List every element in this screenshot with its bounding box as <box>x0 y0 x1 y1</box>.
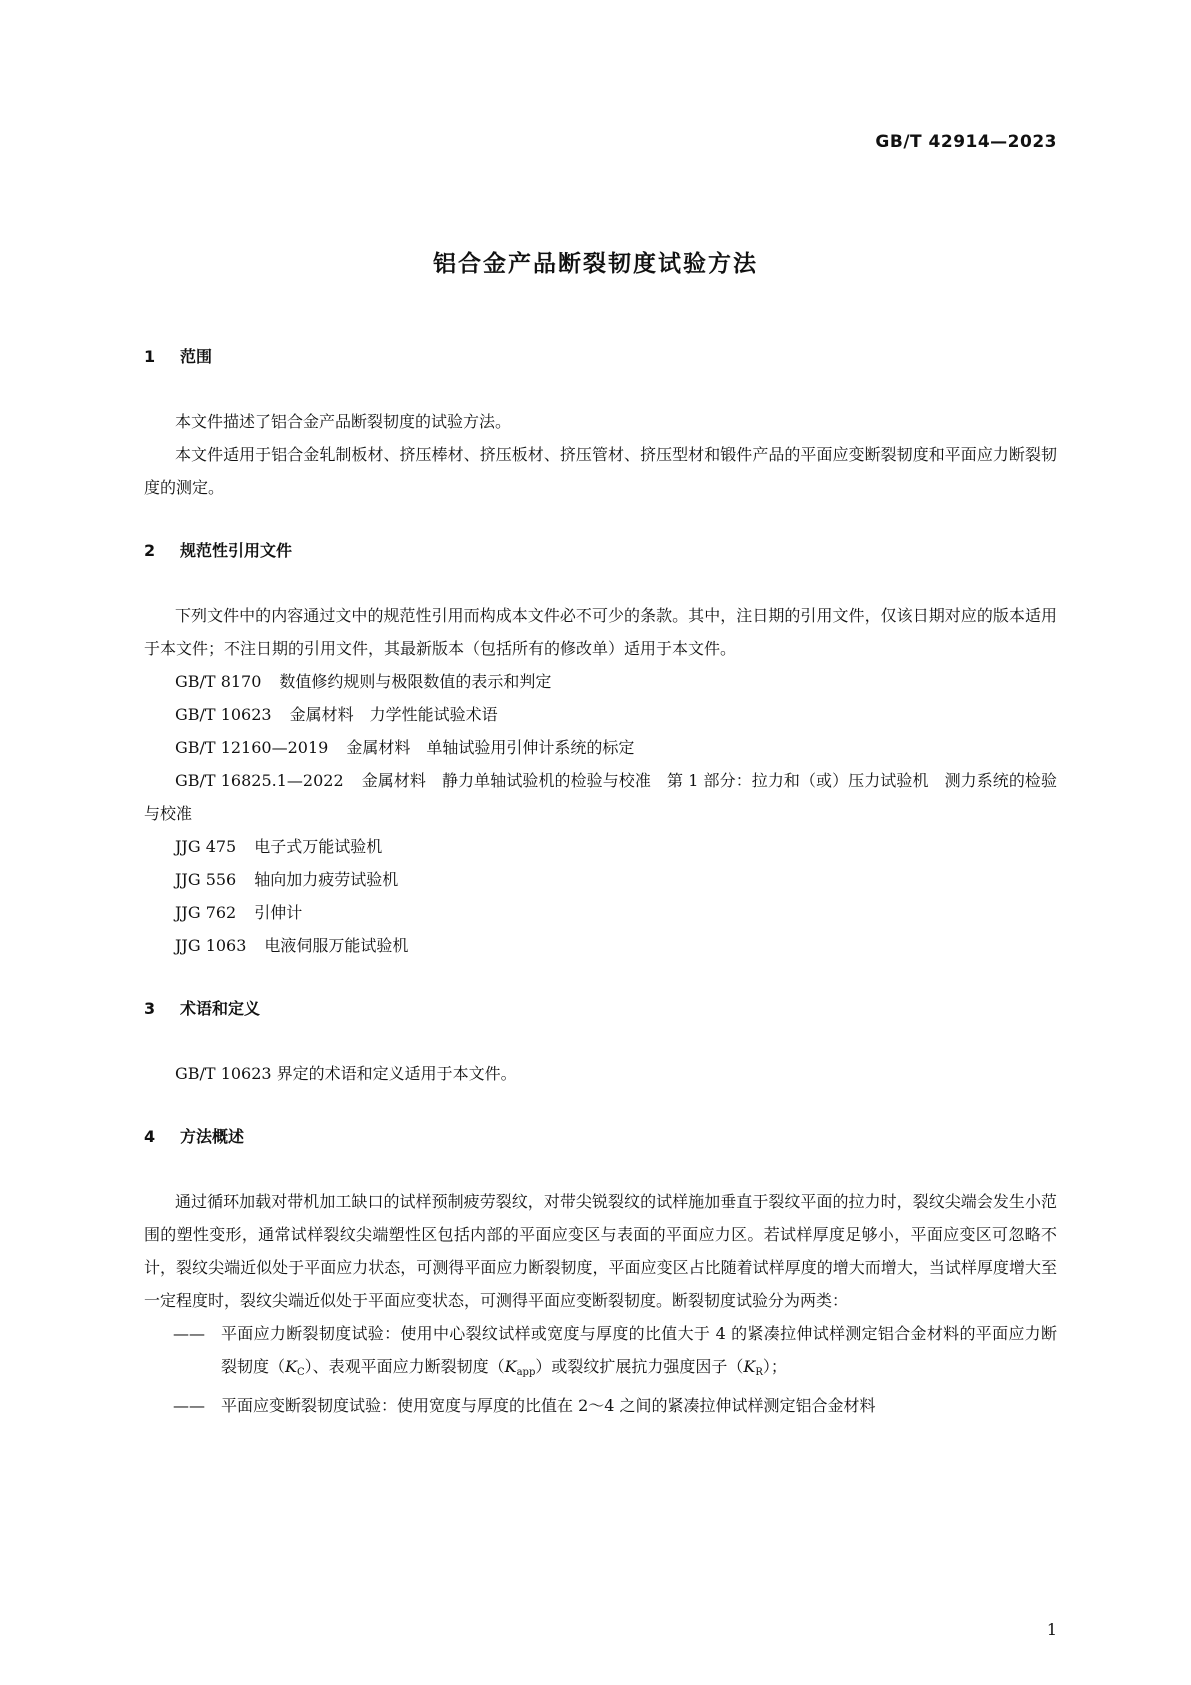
list-item <box>144 1389 1057 1422</box>
section-number: 1 <box>144 347 156 366</box>
subscript-app: app <box>516 1367 536 1378</box>
section-number: 4 <box>144 1127 156 1146</box>
list-item <box>144 1317 1057 1389</box>
reference-item <box>144 830 1057 863</box>
section-title: 方法概述 <box>180 1127 245 1146</box>
text-run: ）或裂纹扩展抗力强度因子（ <box>535 1357 744 1376</box>
reference-title: 电子式万能试验机 <box>254 837 383 856</box>
document-body <box>144 346 1057 1422</box>
reference-item <box>144 929 1057 962</box>
list-item-text: 平面应变断裂韧度试验：使用宽度与厚度的比值在 2～4 之间的紧凑拉伸试样测定铝合金材料 <box>221 1396 876 1415</box>
section-heading-normative-references <box>144 540 1057 562</box>
section-title: 范围 <box>180 347 213 366</box>
paragraph: 本文件描述了铝合金产品断裂韧度的试验方法。 <box>175 412 512 431</box>
paragraph: 通过循环加载对带机加工缺口的试样预制疲劳裂纹，对带尖锐裂纹的试样施加垂直于裂纹平面的拉力时，裂纹尖端会发生小范围的塑性变形，通常试样裂纹尖端塑性区包括内部的平面应变区与表面的平面应力区。若试样厚度足够小，平面应变区可忽略不计，裂纹尖端近似处于平面应力状态，可测得平面应力断裂韧度，平面应变区占比随着试样厚度的增大而增大，当试样厚度增大至一定程度时，裂纹尖端近似处于平面应变状态，可测得平面应变断裂韧度。断裂韧度试验分为两类： <box>144 1192 1057 1310</box>
paragraph: GB/T 10623 界定的术语和定义适用于本文件。 <box>175 1064 517 1083</box>
reference-item <box>144 764 1057 830</box>
section-heading-terms <box>144 998 1057 1020</box>
reference-title: 轴向加力疲劳试验机 <box>254 870 399 889</box>
reference-code: GB/T 10623 <box>175 705 272 724</box>
section-heading-scope <box>144 346 1057 368</box>
reference-item <box>144 863 1057 896</box>
reference-code: JJG 1063 <box>175 936 247 955</box>
reference-item <box>144 698 1057 731</box>
reference-title: 电液伺服万能试验机 <box>264 936 409 955</box>
reference-item <box>144 731 1057 764</box>
reference-title: 数值修约规则与极限数值的表示和判定 <box>279 672 552 691</box>
subscript-r: R <box>755 1367 763 1378</box>
symbol-k: K <box>285 1357 297 1376</box>
reference-item <box>144 896 1057 929</box>
list-item-text <box>221 1317 1057 1389</box>
paragraph: 本文件适用于铝合金轧制板材、挤压棒材、挤压板材、挤压管材、挤压型材和锻件产品的平面应变断裂韧度和平面应力断裂韧度的测定。 <box>144 445 1057 497</box>
reference-code: GB/T 8170 <box>175 672 262 691</box>
page-number: 1 <box>1046 1620 1057 1639</box>
text-run: ）、表观平面应力断裂韧度（ <box>304 1357 505 1376</box>
reference-code: GB/T 12160—2019 <box>175 738 329 757</box>
section-number: 3 <box>144 999 156 1018</box>
reference-title: 金属材料 静力单轴试验机的检验与校准 第 1 部分：拉力和（或）压力试验机 测力系统的检验与校准 <box>144 771 1057 823</box>
text-run: 平面应力断裂韧度试验：使用中心裂纹试样或宽度与厚度的比值大于 4 的紧凑拉伸试样测定铝合金材料的平面应力断裂韧度（ <box>221 1324 1057 1376</box>
section-heading-method-overview <box>144 1126 1057 1148</box>
section-title: 规范性引用文件 <box>180 541 293 560</box>
reference-title: 金属材料 力学性能试验术语 <box>289 705 498 724</box>
reference-item <box>144 665 1057 698</box>
reference-code: JJG 556 <box>175 870 237 889</box>
section-title: 术语和定义 <box>180 999 261 1018</box>
symbol-k: K <box>504 1357 517 1376</box>
reference-code: JJG 762 <box>175 903 237 922</box>
text-run: ）； <box>762 1357 787 1376</box>
paragraph: 下列文件中的内容通过文中的规范性引用而构成本文件必不可少的条款。其中，注日期的引用文件，仅该日期对应的版本适用于本文件；不注日期的引用文件，其最新版本（包括所有的修改单）适用于本文件。 <box>144 606 1057 658</box>
section-number: 2 <box>144 541 156 560</box>
document-title: 铝合金产品断裂韧度试验方法 <box>433 251 758 277</box>
subscript-c: C <box>296 1367 305 1378</box>
document-number: GB/T 42914—2023 <box>875 132 1057 152</box>
dash-marker: —— <box>173 1396 205 1415</box>
dash-marker: —— <box>173 1324 205 1343</box>
reference-title: 金属材料 单轴试验用引伸计系统的标定 <box>346 738 635 757</box>
reference-title: 引伸计 <box>254 903 303 922</box>
reference-code: GB/T 16825.1—2022 <box>175 771 344 790</box>
symbol-k: K <box>743 1357 756 1376</box>
reference-code: JJG 475 <box>175 837 237 856</box>
